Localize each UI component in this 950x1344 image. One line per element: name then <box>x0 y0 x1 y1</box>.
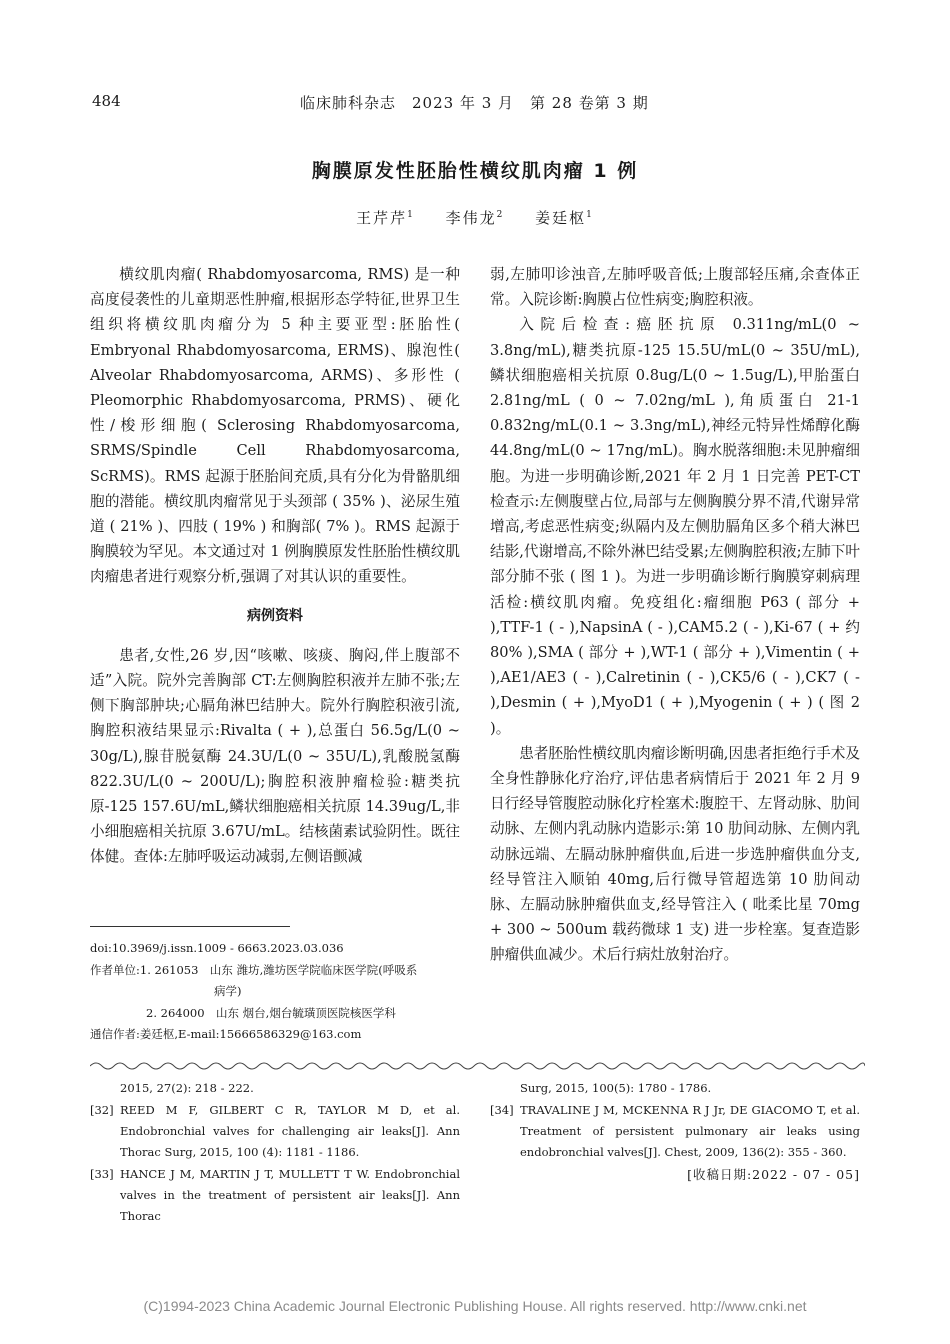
footnote-divider <box>90 926 290 927</box>
exam-paragraph: 入院后检查:癌胚抗原 0.311ng/mL(0 ~ 3.8ng/mL),糖类抗原-125 15.5U/mL(0 ~ 35U/mL),鳞状细胞癌相关抗原 0.8ug/L(0 ~ 1.5ug/L),甲胎蛋白 2.81ng/mL ( 0 ~ 7.02ng/mL ),角质蛋白 21-1 0.832ng/mL(0.1 ~ 3.3ng/mL),神经元特异性烯醇化酶 44.8ng/mL(0 ~ 17ng/mL)。胸水脱落细胞:未见肿瘤细胞。为进一步明确诊断,2021 年 2 月 1 日完善 PET-CT 检查示:左侧腹壁占位,局部与左侧胸膜分界不清,代谢异常增高,考虑恶性病变;纵隔内及左侧肋膈角区多个稍大淋巴结影,代谢增高,不除外淋巴结受累;左侧胸腔积液;左肺下叶部分肺不张 ( 图 1 )。为进一步明确诊断行胸膜穿刺病理活检:横纹肌肉瘤。免疫组化:瘤细胞 P63 ( 部分 + ),TTF-1 ( - ),NapsinA ( - ),CAM5.2 ( - ),Ki-67 ( + 约 80% ),SMA ( 部分 + ),WT-1 ( 部分 + ),Vimentin ( + ),AE1/AE3 ( - ),Calretinin ( - ),CK5/6 ( - ),CK7 ( - ),Desmin ( + ),MyoD1 ( + ),Myogenin ( + ) ( 图 2 )。 <box>490 316 860 737</box>
affiliation-label: 作者单位:1. <box>90 962 151 977</box>
affiliation-1 <box>90 960 470 982</box>
author-list <box>0 207 950 228</box>
reference-number: [33] <box>90 1167 114 1181</box>
references-left <box>90 1078 460 1228</box>
treatment-paragraph: 患者胚胎性横纹肌肉瘤诊断明确,因患者拒绝行手术及全身性静脉化疗治疗,评估患者病情后于 2021 年 2 月 9 日行经导管腹腔动脉化疗栓塞术:腹腔干、左肾动脉、肋间动脉、左侧内乳动脉内造影示:第 10 肋间动脉、左侧内乳动脉远端、左膈动脉肿瘤供血,后进一步选肿瘤供血分支,经导管注入顺铂 40mg,后行微导管超选第 10 肋间动脉、左膈动脉肿瘤供血支,经导管注入 ( 吡柔比星 70mg + 300 ~ 500um 载药微球 1 支) 进一步栓塞。复查造影肿瘤供血减少。术后行病灶放射治疗。 <box>490 744 860 964</box>
received-date: [收稿日期:2022 - 07 - 05] <box>687 1167 860 1182</box>
page-number: 484 <box>92 92 121 110</box>
reference-number: [32] <box>90 1103 114 1117</box>
affiliation-2: 2. 264000 山东 烟台,烟台毓璜顶医院核医学科 <box>146 1005 396 1020</box>
reference-text: Surg, 2015, 100(5): 1780 - 1786. <box>520 1081 712 1095</box>
reference-text: TRAVALINE J M, MCKENNA R J Jr, DE GIACOMO T, et al. Treatment of persistent pulmonary air leaks using endobronchial valves[J]. Chest, 2009, 136(2): 355 - 360. <box>520 1103 860 1159</box>
reference-item <box>90 1078 460 1099</box>
reference-item <box>90 1164 460 1227</box>
intro-paragraph: 横纹肌肉瘤( Rhabdomyosarcoma, RMS) 是一种高度侵袭性的儿童期恶性肿瘤,根据形态学特征,世界卫生组织将横纹肌肉瘤分为 5 种主要亚型:胚胎性( Embryonal Rhabdomyosarcoma, ERMS)、腺泡性( Alveolar Rhabdomyosarcoma, ARMS)、多形性 ( Pleomorphic Rhabdomyosarcoma, PRMS)、硬化性/梭形细胞( Sclerosing Rhabdomyosarcoma, SRMS/Spindle Cell Rhabdomyosarcoma, ScRMS)。RMS 起源于胚胎间充质,具有分化为骨骼肌细胞的潜能。横纹肌肉瘤常见于头颈部 ( 35% )、泌尿生殖道 ( 21% )、四肢 ( 19% ) 和胸部( 7% )。RMS 起源于胸膜较为罕见。本文通过对 1 例胸膜原发性胚胎性横纹肌肉瘤患者进行观察分析,强调了对其认识的重要性。 <box>90 266 460 586</box>
reference-number: [34] <box>490 1103 514 1117</box>
copyright-footer: (C)1994-2023 China Academic Journal Electronic Publishing House. All rights reserved. http://www.cnki.net <box>143 1298 807 1314</box>
affiliation-mark: 1 <box>407 210 415 220</box>
left-column <box>90 262 460 870</box>
corresponding-author: 通信作者:姜廷枢,E-mail:15666586329@163.com <box>90 1027 362 1041</box>
author-name: 王芹芹 <box>356 209 408 227</box>
footnotes <box>90 938 470 1046</box>
author-name: 李伟龙 <box>445 209 497 227</box>
author <box>356 209 415 227</box>
reference-text: HANCE J M, MARTIN J T, MULLETT T W. Endobronchial valves in the treatment of persistent air leaks[J]. Ann Thorac <box>120 1167 460 1223</box>
references-right <box>490 1078 860 1185</box>
affiliation-mark: 2 <box>496 210 505 220</box>
author <box>446 209 505 227</box>
reference-item <box>490 1078 860 1099</box>
reference-item <box>90 1100 460 1163</box>
section-heading: 病例资料 <box>247 607 303 624</box>
reference-text: REED M F, GILBERT C R, TAYLOR M D, et al. Endobronchial valves for challenging air leaks[J]. Ann Thorac Surg, 2015, 100 (4): 1181 - 1186. <box>120 1103 460 1159</box>
reference-text: 2015, 27(2): 218 - 222. <box>120 1081 254 1095</box>
article-title: 胸膜原发性胚胎性横纹肌肉瘤 1 例 <box>311 160 639 182</box>
affiliation-text: 261053 山东 潍坊,潍坊医学院临床医学院(呼吸系 <box>154 962 418 977</box>
reference-item <box>490 1100 860 1163</box>
affiliation-1-cont: 病学) <box>214 984 242 998</box>
affiliation-mark: 1 <box>586 210 594 220</box>
case-paragraph: 患者,女性,26 岁,因“咳嗽、咳痰、胸闷,伴上腹部不适”入院。院外完善胸部 CT:左侧胸腔积液并左肺不张;左侧下胸部肿块;心膈角淋巴结肿大。院外行胸腔积液引流,胸腔积液结果显示:Rivalta ( + ),总蛋白 56.5g/L(0 ~ 30g/L),腺苷脱氨酶 24.3U/L(0 ~ 35U/L),乳酸脱氢酶 822.3U/L(0 ~ 200U/L);胸腔积液肿瘤检验:糖类抗原-125 157.6U/mL,鳞状细胞癌相关抗原 14.39ug/L,非小细胞癌相关抗原 3.67U/mL。结核菌素试验阴性。既往体健。查体:左肺呼吸运动减弱,左侧语颤减 <box>90 646 460 866</box>
right-column <box>490 262 860 968</box>
case-paragraph-continued: 弱,左肺叩诊浊音,左肺呼吸音低;上腹部轻压痛,余查体正常。入院诊断:胸膜占位性病变;胸腔积液。 <box>490 266 860 309</box>
author <box>535 209 594 227</box>
running-header: 临床肺科杂志 2023 年 3 月 第 28 卷第 3 期 <box>300 94 649 112</box>
wave-divider <box>90 1060 865 1072</box>
author-name: 姜廷枢 <box>535 209 587 227</box>
doi: doi:10.3969/j.issn.1009 - 6663.2023.03.036 <box>90 941 344 955</box>
